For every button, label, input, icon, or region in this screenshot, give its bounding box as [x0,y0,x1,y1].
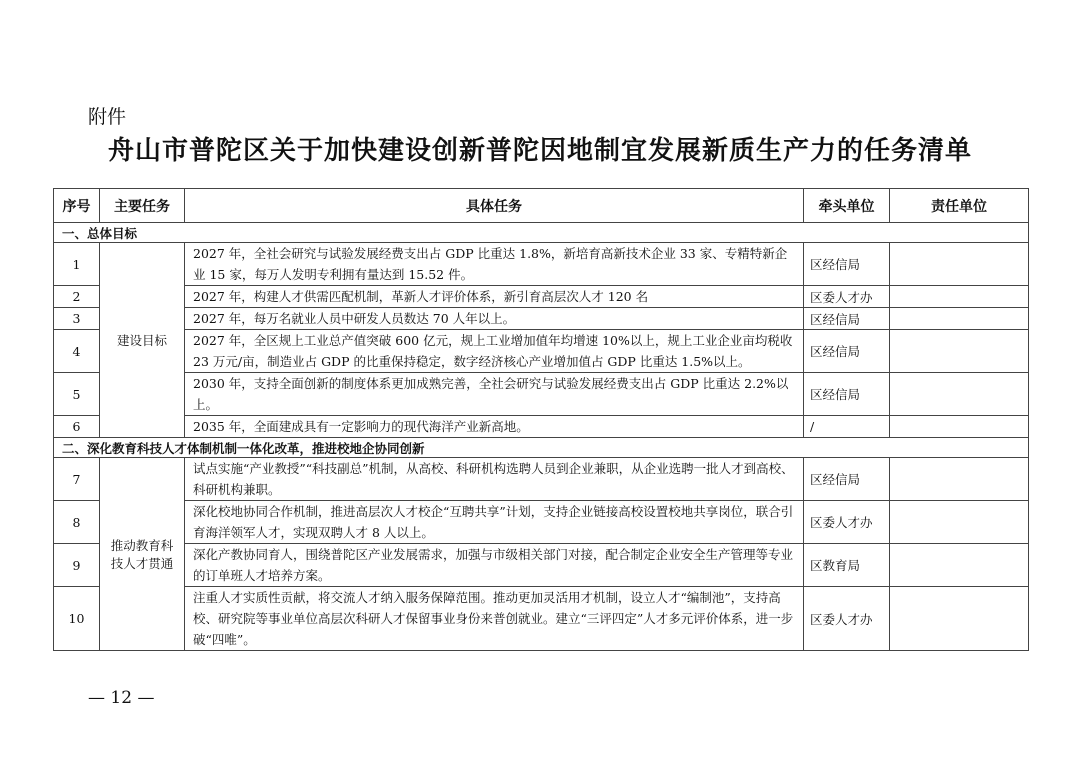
table-header-row [54,189,1029,223]
task-cell: 2030 年，支持全面创新的制度体系更加成熟完善，全社会研究与试验发展经费支出占 GDP 比重达 2.2%以上。 [185,373,804,416]
lead-unit-cell: 区委人才办 [804,587,890,651]
task-cell: 深化产教协同育人，围绕普陀区产业发展需求，加强与市级相关部门对接，配合制定企业安全生产管理等专业的订单班人才培养方案。 [185,544,804,587]
lead-unit-cell: / [804,416,890,438]
table-row [54,458,1029,501]
responsible-unit-cell [890,330,1029,373]
row-number: 7 [54,458,100,501]
header-main-task: 主要任务 [100,189,185,223]
responsible-unit-cell [890,373,1029,416]
task-cell: 2027 年，全社会研究与试验发展经费支出占 GDP 比重达 1.8%，新培育高新技术企业 33 家、专精特新企业 15 家，每万人发明专利拥有量达到 15.52 件。 [185,243,804,286]
lead-unit-cell: 区经信局 [804,373,890,416]
header-responsible-unit: 责任单位 [890,189,1029,223]
responsible-unit-cell [890,243,1029,286]
header-lead-unit: 牵头单位 [804,189,890,223]
row-number: 6 [54,416,100,438]
lead-unit-cell: 区经信局 [804,330,890,373]
table-row [54,544,1029,587]
responsible-unit-cell [890,587,1029,651]
lead-unit-cell: 区经信局 [804,458,890,501]
section-row [54,438,1029,458]
section-row [54,223,1029,243]
lead-unit-cell: 区委人才办 [804,501,890,544]
lead-unit-cell: 区委人才办 [804,286,890,308]
row-number: 3 [54,308,100,330]
task-cell: 2035 年，全面建成具有一定影响力的现代海洋产业新高地。 [185,416,804,438]
table-row [54,308,1029,330]
task-cell: 深化校地协同合作机制，推进高层次人才校企“互聘共享”计划，支持企业链接高校设置校地共享岗位，联合引育海洋领军人才，实现双聘人才 8 人以上。 [185,501,804,544]
table-row [54,587,1029,651]
table-row [54,501,1029,544]
lead-unit-cell: 区经信局 [804,243,890,286]
task-table [53,188,1029,651]
document-title: 舟山市普陀区关于加快建设创新普陀因地制宜发展新质生产力的任务清单 [107,136,972,166]
responsible-unit-cell [890,286,1029,308]
lead-unit-cell: 区经信局 [804,308,890,330]
row-number: 5 [54,373,100,416]
responsible-unit-cell [890,416,1029,438]
task-cell: 注重人才实质性贡献，将交流人才纳入服务保障范围。推动更加灵活用才机制，设立人才“编制池”，支持高校、研究院等事业单位高层次科研人才保留事业身份来普创就业。建立“三评四定”人才多元评价体系，进一步破“四唯”。 [185,587,804,651]
responsible-unit-cell [890,544,1029,587]
row-number: 2 [54,286,100,308]
row-number: 4 [54,330,100,373]
task-cell: 2027 年，全区规上工业总产值突破 600 亿元，规上工业增加值年均增速 10%以上，规上工业企业亩均税收 23 万元/亩，制造业占 GDP 的比重保持稳定，数字经济核心产业增加值占 GDP 比重达 1.5%以上。 [185,330,804,373]
table-row [54,330,1029,373]
task-cell: 2027 年，构建人才供需匹配机制，革新人才评价体系，新引育高层次人才 120 名 [185,286,804,308]
main-task-cell: 推动教育科技人才贯通 [100,458,185,651]
responsible-unit-cell [890,458,1029,501]
section-heading: 二、深化教育科技人才体制机制一体化改革，推进校地企协同创新 [54,438,1029,458]
task-cell: 2027 年，每万名就业人员中研发人员数达 70 人年以上。 [185,308,804,330]
responsible-unit-cell [890,308,1029,330]
lead-unit-cell: 区教育局 [804,544,890,587]
page-number: — 12 — [88,688,155,708]
row-number: 1 [54,243,100,286]
attachment-label: 附件 [88,106,127,128]
responsible-unit-cell [890,501,1029,544]
header-number: 序号 [54,189,100,223]
row-number: 10 [54,587,100,651]
table-row [54,243,1029,286]
header-specific-task: 具体任务 [185,189,804,223]
table-row [54,286,1029,308]
task-cell: 试点实施“产业教授”“科技副总”机制，从高校、科研机构选聘人员到企业兼职，从企业选聘一批人才到高校、科研机构兼职。 [185,458,804,501]
row-number: 9 [54,544,100,587]
row-number: 8 [54,501,100,544]
table-row [54,416,1029,438]
table-row [54,373,1029,416]
main-task-cell: 建设目标 [100,243,185,438]
section-heading: 一、总体目标 [54,223,1029,243]
